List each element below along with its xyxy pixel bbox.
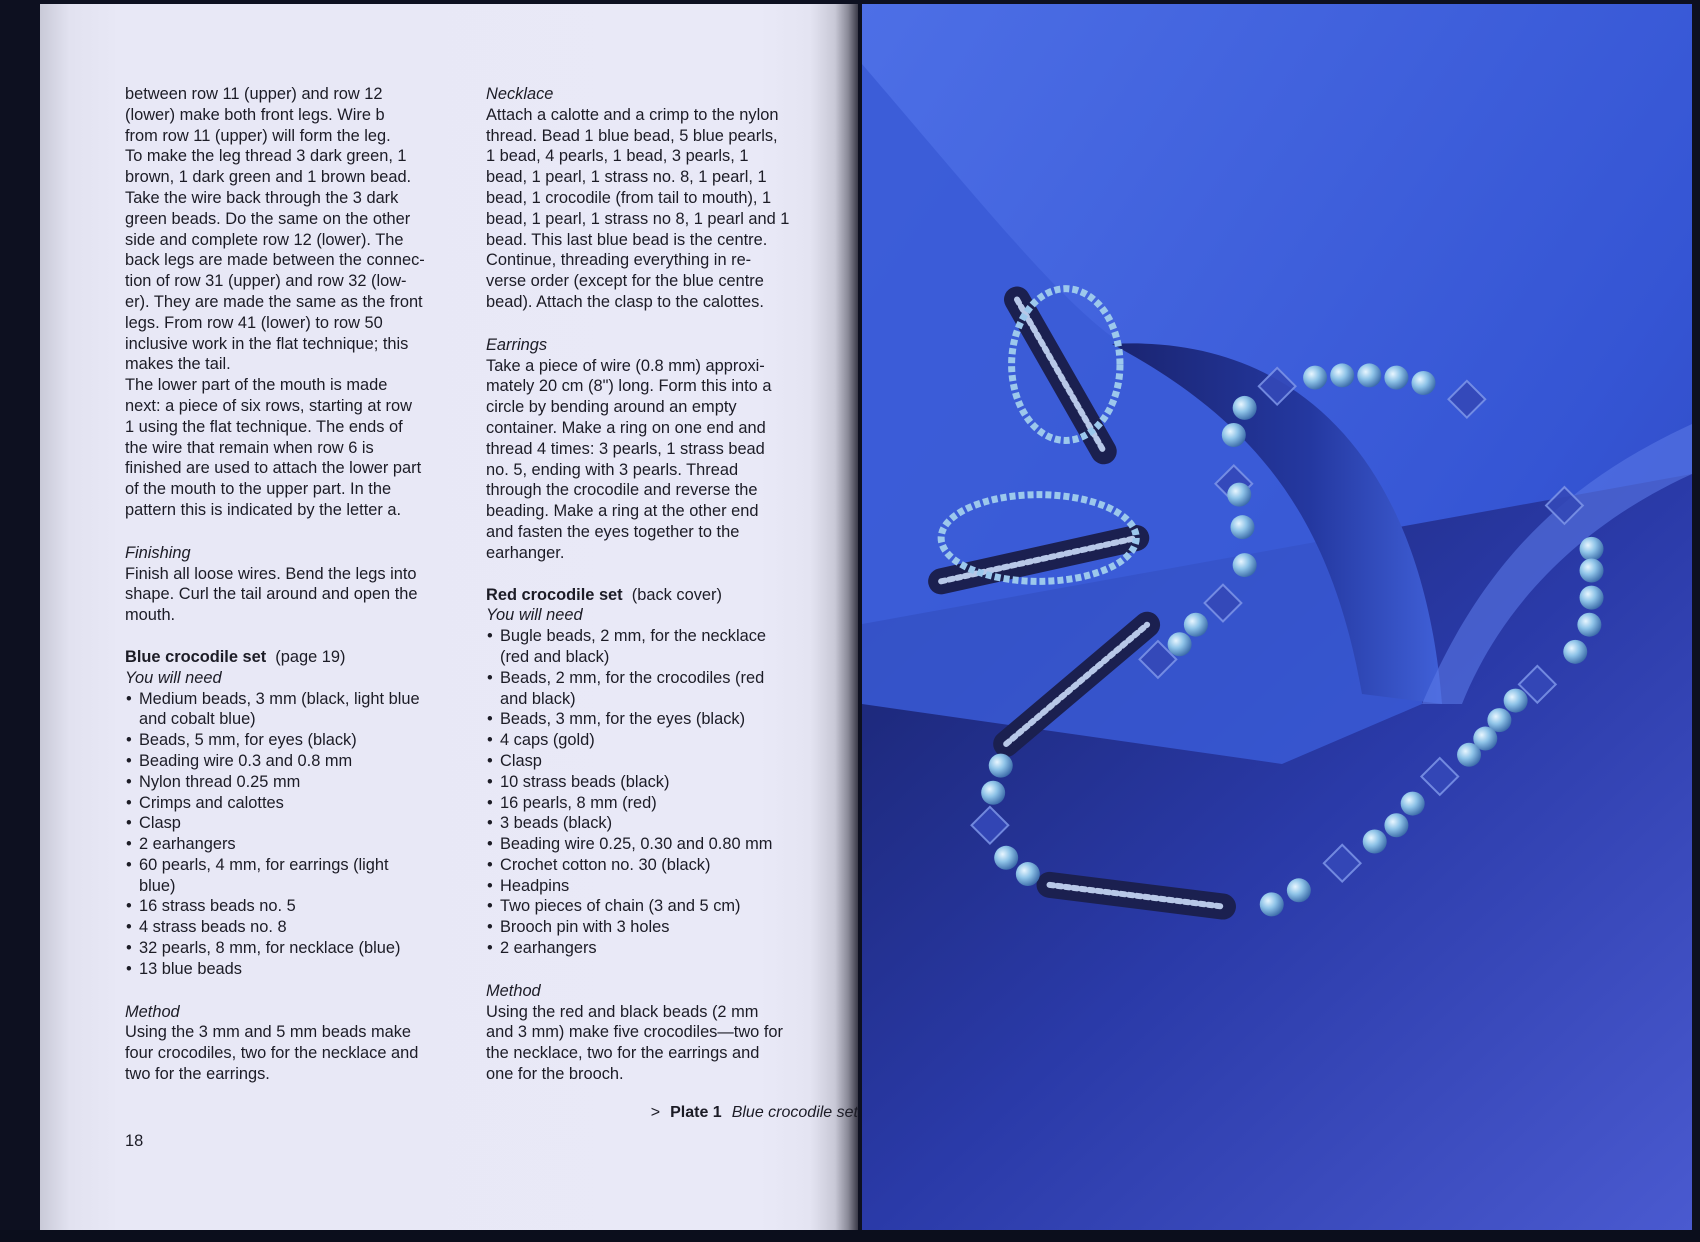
list-item-line: Crochet cotton no. 30 (black) — [500, 855, 711, 874]
list-item-line: 10 strass beads (black) — [500, 772, 670, 791]
scan-edge — [0, 1230, 1700, 1242]
text-line: To make the leg thread 3 dark green, 1 — [125, 147, 407, 166]
section-heading — [125, 543, 475, 564]
plate-number: Plate 1 — [670, 1104, 722, 1121]
list-item — [125, 730, 475, 751]
text-line: bead. This last blue bead is the centre. — [486, 230, 768, 249]
list-item-line: and black) — [500, 689, 576, 708]
plate-caption — [486, 1104, 858, 1122]
text-line: Using the red and black beads (2 mm — [486, 1002, 759, 1021]
list-item — [486, 855, 866, 876]
paragraph — [125, 84, 475, 375]
text-line: Attach a calotte and a crimp to the nylon — [486, 105, 779, 124]
section-heading-text: Method — [125, 1002, 180, 1021]
list-item — [486, 751, 866, 772]
section-heading — [486, 335, 866, 356]
list-item — [486, 896, 866, 917]
list-item — [125, 959, 475, 980]
list-item — [486, 626, 866, 668]
pearl-bead — [1260, 892, 1284, 916]
bullet-icon: • — [126, 959, 132, 978]
bullet-icon: • — [126, 918, 132, 937]
text-line: verse order (except for the blue centre — [486, 272, 764, 291]
pearl-bead — [1233, 553, 1257, 577]
plate-title: Blue crocodile set — [731, 1104, 858, 1121]
list-item-line: Bugle beads, 2 mm, for the necklace — [500, 627, 767, 646]
left-page — [40, 4, 858, 1232]
list-item-line: Nylon thread 0.25 mm — [139, 772, 301, 791]
list-item-line: 4 strass beads no. 8 — [139, 918, 287, 937]
pearl-bead — [1580, 559, 1604, 583]
set-page-reference: (page 19) — [275, 647, 346, 666]
text-line: one for the brooch. — [486, 1065, 624, 1084]
list-item-line: 13 blue beads — [139, 959, 242, 978]
list-item-line: 3 beads (black) — [500, 814, 613, 833]
text-line: thread. Bead 1 blue bead, 5 blue pearls, — [486, 126, 778, 145]
page-number: 18 — [125, 1132, 144, 1150]
paragraph — [125, 564, 475, 626]
bullet-icon: • — [126, 835, 132, 854]
list-item-line: Beads, 3 mm, for the eyes (black) — [500, 710, 746, 729]
text-line: bead, 1 pearl, 1 strass no. 8, 1 pearl, 1 — [486, 168, 767, 187]
section-heading — [125, 1002, 475, 1023]
list-item-line: 16 pearls, 8 mm (red) — [500, 793, 657, 812]
caption-arrow: > — [650, 1104, 661, 1121]
text-line: 1 bead, 4 pearls, 1 bead, 3 pearls, 1 — [486, 147, 749, 166]
list-item-line: Two pieces of chain (3 and 5 cm) — [500, 897, 741, 916]
text-line: er). They are made the same as the front — [125, 292, 423, 311]
pearl-bead — [1330, 363, 1354, 387]
bullet-icon: • — [487, 939, 493, 958]
list-item-line: Clasp — [139, 814, 181, 833]
list-item — [486, 917, 866, 938]
text-line: pattern this is indicated by the letter a. — [125, 500, 402, 519]
text-line: Using the 3 mm and 5 mm beads make — [125, 1023, 412, 1042]
set-heading — [486, 585, 866, 606]
pearl-bead — [981, 781, 1005, 805]
bullet-icon: • — [126, 751, 132, 770]
text-line: next: a piece of six rows, starting at row — [125, 396, 412, 415]
bullet-icon: • — [126, 772, 132, 791]
bullet-icon: • — [126, 731, 132, 750]
section-heading-text: Necklace — [486, 85, 554, 103]
list-item — [486, 772, 866, 793]
list-item-line: (red and black) — [500, 647, 610, 666]
text-line: the necklace, two for the earrings and — [486, 1044, 760, 1063]
text-line: mately 20 cm (8") long. Form this into a — [486, 377, 772, 396]
list-item-line: 60 pearls, 4 mm, for earrings (light — [139, 855, 389, 874]
text-line: brown, 1 dark green and 1 brown bead. — [125, 168, 412, 187]
pearl-bead — [1287, 878, 1311, 902]
text-line: no. 5, ending with 3 pearls. Thread — [486, 460, 739, 479]
text-line: through the crocodile and reverse the — [486, 481, 758, 500]
bullet-icon: • — [487, 731, 493, 750]
bullet-icon: • — [487, 918, 493, 937]
list-item — [125, 813, 475, 834]
text-line: Take the wire back through the 3 dark — [125, 188, 399, 207]
list-item-line: Medium beads, 3 mm (black, light blue — [139, 689, 420, 708]
list-item-line: Headpins — [500, 876, 570, 895]
list-item — [125, 896, 475, 917]
list-item-line: Beading wire 0.25, 0.30 and 0.80 mm — [500, 835, 773, 854]
subheading — [125, 668, 475, 689]
pearl-bead — [1227, 483, 1251, 507]
list-item — [486, 668, 866, 710]
paragraph — [486, 105, 866, 313]
text-line: Finish all loose wires. Bend the legs into — [125, 564, 417, 583]
list-item-line: Beading wire 0.3 and 0.8 mm — [139, 751, 353, 770]
list-item — [486, 938, 866, 959]
set-page-reference: (back cover) — [631, 585, 722, 604]
bullet-icon: • — [487, 751, 493, 770]
pearl-bead — [1363, 830, 1387, 854]
text-line: bead). Attach the clasp to the calottes. — [486, 292, 764, 311]
text-line: bead, 1 pearl, 1 strass no 8, 1 pearl and 1 — [486, 209, 790, 228]
list-item — [125, 855, 475, 897]
bullet-icon: • — [487, 814, 493, 833]
list-item — [125, 834, 475, 855]
text-line: beading. Make a ring at the other end — [486, 502, 759, 521]
list-item — [486, 834, 866, 855]
text-line: Continue, threading everything in re- — [486, 251, 752, 270]
materials-list — [125, 689, 475, 980]
text-line: between row 11 (upper) and row 12 — [125, 85, 383, 103]
text-line: and fasten the eyes together to the — [486, 522, 740, 541]
bullet-icon: • — [126, 793, 132, 812]
text-line: mouth. — [125, 606, 176, 625]
list-item — [486, 793, 866, 814]
text-line: (lower) make both front legs. Wire b — [125, 105, 385, 124]
pearl-bead — [1580, 537, 1604, 561]
pearl-bead — [1184, 613, 1208, 637]
list-item — [125, 772, 475, 793]
text-line: green beads. Do the same on the other — [125, 209, 411, 228]
pearl-bead — [1412, 371, 1436, 395]
text-line: tion of row 31 (upper) and row 32 (low- — [125, 272, 407, 291]
text-line: container. Make a ring on one end and — [486, 418, 766, 437]
pearl-bead — [989, 754, 1013, 778]
list-item — [125, 793, 475, 814]
pearl-bead — [1168, 632, 1192, 656]
text-line: thread 4 times: 3 pearls, 1 strass bead — [486, 439, 765, 458]
bullet-icon: • — [487, 772, 493, 791]
pearl-bead — [1222, 423, 1246, 447]
subheading-text: You will need — [125, 668, 222, 687]
text-line: two for the earrings. — [125, 1065, 270, 1084]
subheading — [486, 605, 866, 626]
materials-list — [486, 626, 866, 959]
section-heading — [486, 84, 866, 105]
paragraph — [486, 356, 866, 564]
text-line: the wire that remain when row 6 is — [125, 438, 374, 457]
list-item-line: Crimps and calottes — [139, 793, 284, 812]
list-item-line: 4 caps (gold) — [500, 731, 595, 750]
subheading-text: You will need — [486, 606, 583, 625]
list-item-line: Brooch pin with 3 holes — [500, 918, 670, 937]
list-item — [486, 876, 866, 897]
pearl-bead — [1401, 792, 1425, 816]
text-line: of the mouth to the upper part. In the — [125, 480, 392, 499]
text-line: four crocodiles, two for the necklace and — [125, 1044, 419, 1063]
bullet-icon: • — [487, 793, 493, 812]
text-line: Take a piece of wire (0.8 mm) approxi- — [486, 356, 765, 375]
list-item-line: Beads, 2 mm, for the crocodiles (red — [500, 668, 765, 687]
set-heading — [125, 647, 475, 668]
bullet-icon: • — [126, 855, 132, 874]
bullet-icon: • — [126, 814, 132, 833]
pearl-bead — [1233, 396, 1257, 420]
bullet-icon: • — [487, 668, 493, 687]
jewelry-photo — [862, 4, 1692, 1232]
text-line: side and complete row 12 (lower). The — [125, 230, 404, 249]
pearl-bead — [1303, 366, 1327, 390]
section-heading-text: Earrings — [486, 335, 548, 354]
paragraph — [125, 1022, 475, 1084]
list-item — [125, 689, 475, 731]
list-item-line: 2 earhangers — [500, 939, 597, 958]
pearl-bead — [1357, 363, 1381, 387]
bullet-icon: • — [487, 835, 493, 854]
text-line: The lower part of the mouth is made — [125, 376, 388, 395]
text-line: inclusive work in the flat technique; this — [125, 334, 409, 353]
paragraph — [486, 1002, 866, 1085]
text-line: bead, 1 crocodile (from tail to mouth), 1 — [486, 188, 772, 207]
bullet-icon: • — [487, 876, 493, 895]
pearl-bead — [1563, 640, 1587, 664]
section-heading-text: Method — [486, 981, 541, 1000]
list-item-line: 16 strass beads no. 5 — [139, 897, 296, 916]
bullet-icon: • — [126, 689, 132, 708]
text-line: finished are used to attach the lower part — [125, 459, 422, 478]
list-item — [486, 709, 866, 730]
paragraph — [125, 375, 475, 521]
set-title: Blue crocodile set — [125, 647, 267, 666]
text-line: and 3 mm) make five crocodiles—two for — [486, 1023, 783, 1042]
text-line: makes the tail. — [125, 355, 231, 374]
pearl-bead — [1504, 689, 1528, 713]
section-heading-text: Finishing — [125, 543, 191, 562]
list-item — [125, 938, 475, 959]
text-line: legs. From row 41 (lower) to row 50 — [125, 313, 383, 332]
text-line: back legs are made between the connec- — [125, 251, 425, 270]
pearl-bead — [1580, 586, 1604, 610]
pearl-bead — [1457, 743, 1481, 767]
list-item — [486, 813, 866, 834]
bullet-icon: • — [487, 627, 493, 646]
bullet-icon: • — [487, 897, 493, 916]
pearl-bead — [1384, 813, 1408, 837]
pearl-bead — [1016, 862, 1040, 886]
list-item-line: blue) — [139, 876, 176, 895]
bullet-icon: • — [126, 897, 132, 916]
list-item-line: Beads, 5 mm, for eyes (black) — [139, 731, 357, 750]
list-item — [125, 917, 475, 938]
text-line: 1 using the flat technique. The ends of — [125, 417, 403, 436]
pearl-bead — [1384, 366, 1408, 390]
left-text-column — [125, 84, 475, 1085]
list-item-line: 2 earhangers — [139, 835, 236, 854]
bullet-icon: • — [487, 710, 493, 729]
bullet-icon: • — [487, 855, 493, 874]
pearl-bead — [994, 846, 1018, 870]
text-line: shape. Curl the tail around and open the — [125, 585, 418, 604]
list-item — [486, 730, 866, 751]
set-title: Red crocodile set — [486, 585, 623, 604]
list-item — [125, 751, 475, 772]
text-line: circle by bending around an empty — [486, 398, 737, 417]
bullet-icon: • — [126, 939, 132, 958]
text-line: from row 11 (upper) will form the leg. — [125, 126, 391, 145]
photo-plate-blue-crocodile-set — [862, 4, 1692, 1232]
section-heading — [486, 981, 866, 1002]
list-item-line: 32 pearls, 8 mm, for necklace (blue) — [139, 939, 401, 958]
list-item-line: and cobalt blue) — [139, 710, 256, 729]
pearl-bead — [1230, 515, 1254, 539]
text-line: earhanger. — [486, 543, 565, 562]
list-item-line: Clasp — [500, 751, 542, 770]
pearl-bead — [1577, 613, 1601, 637]
right-text-column — [486, 84, 866, 1085]
